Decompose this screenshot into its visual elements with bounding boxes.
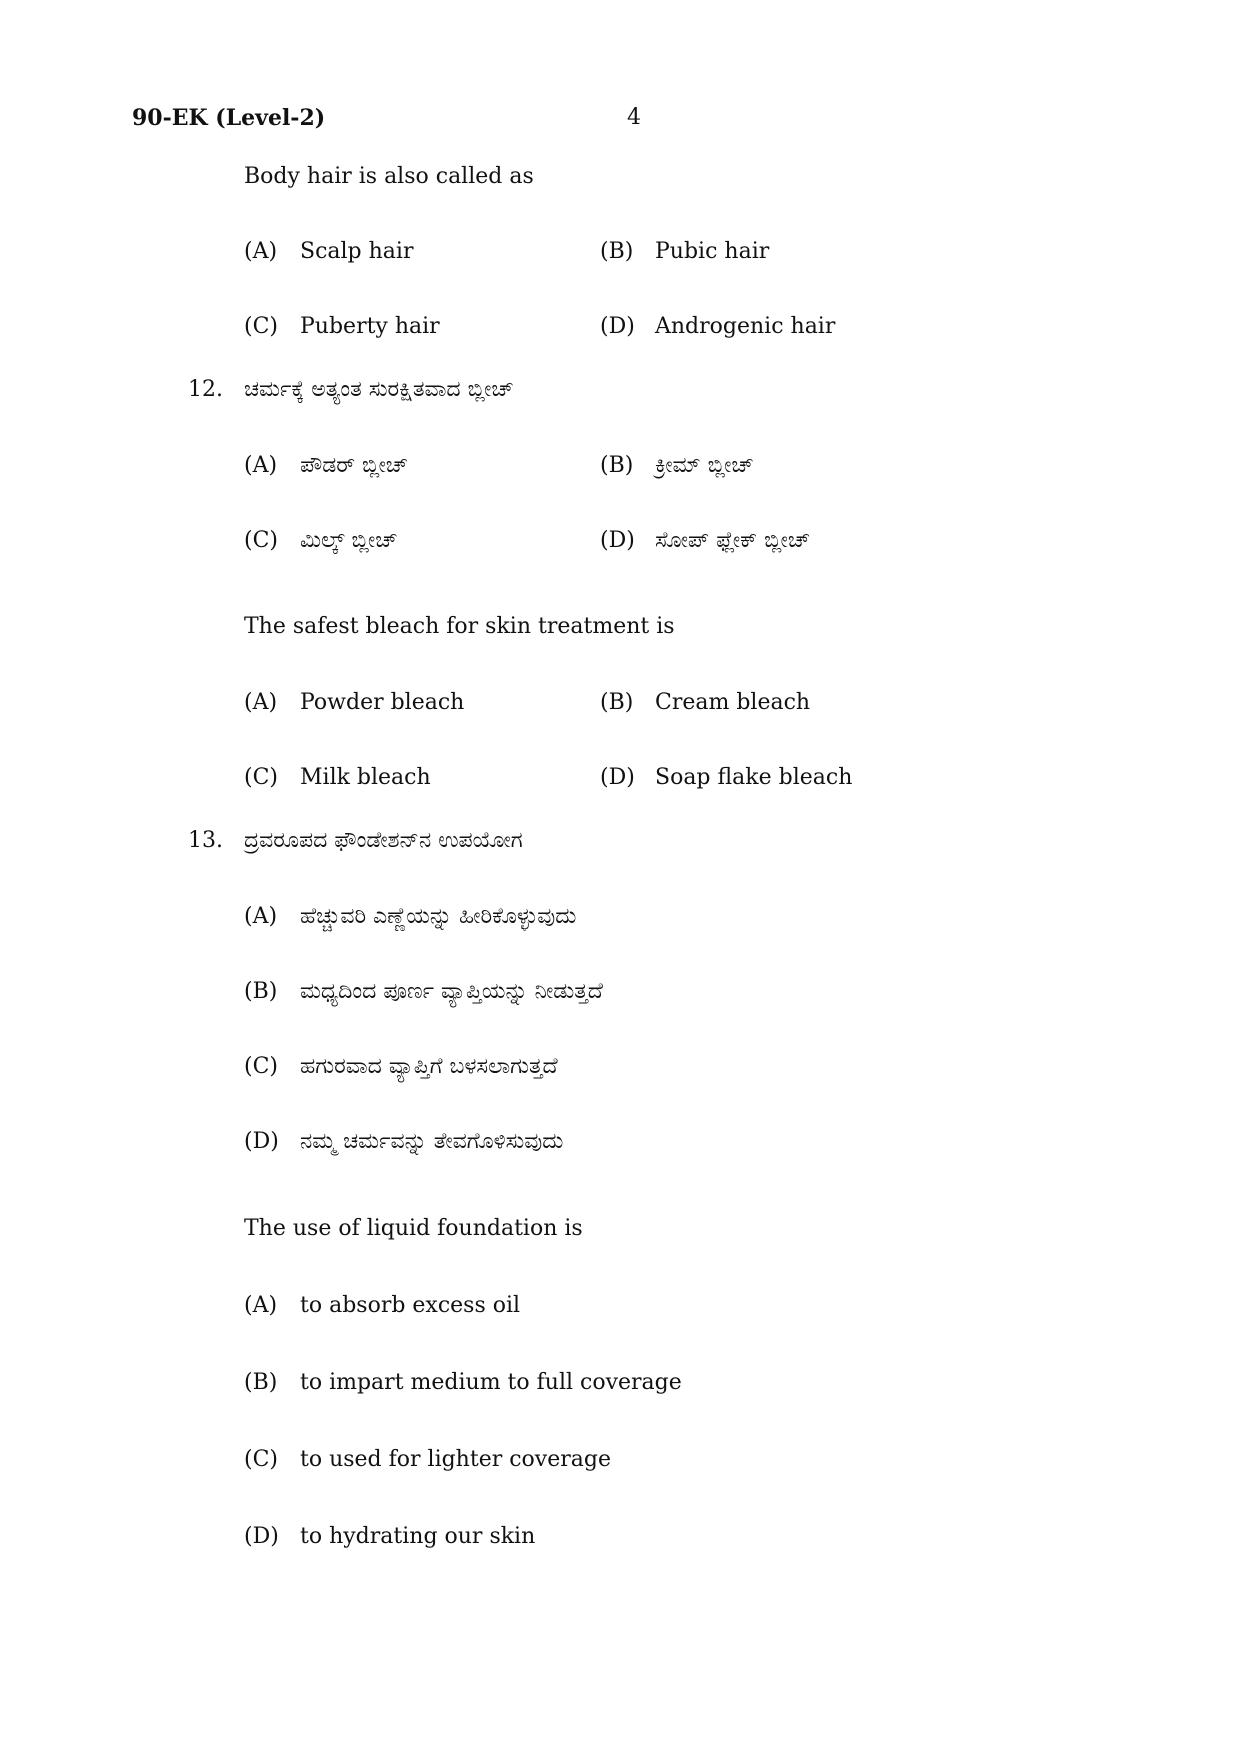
- q13-en-option-c-text: to used for lighter coverage: [300, 1447, 611, 1472]
- q12-kn-option-c-label: (C): [244, 528, 278, 553]
- q13-kn-option-a-label: (A): [244, 904, 278, 929]
- q12-kn-option-b-text: ಕ್ರೀಮ್ ಬ್ಲೀಚ್: [655, 453, 754, 478]
- q11-en-option-c-label: (C): [244, 314, 278, 339]
- q13-kn-option-d-text: ನಮ್ಮ ಚರ್ಮವನ್ನು ತೇವಗೊಳಿಸುವುದು: [300, 1129, 564, 1154]
- q13-en-option-a-text: to absorb excess oil: [300, 1293, 521, 1318]
- q13-en-option-b-label: (B): [244, 1370, 278, 1395]
- q11-en-option-c-text: Puberty hair: [300, 314, 440, 339]
- q13-en-option-a-label: (A): [244, 1293, 278, 1318]
- q13-en-option-d-label: (D): [244, 1524, 279, 1549]
- q12-kn-option-d-text: ಸೋಪ್ ಫ್ಲೇಕ್ ಬ್ಲೀಚ್: [655, 528, 811, 553]
- q12-en-option-d-text: Soap flake bleach: [655, 765, 853, 790]
- q12-en-option-a-label: (A): [244, 690, 278, 715]
- q11-en-option-a-text: Scalp hair: [300, 239, 414, 264]
- q13-kn-stem: ದ್ರವರೂಪದ ಫೌಂಡೇಶನ್‌ನ ಉಪಯೋಗ: [244, 828, 523, 853]
- q11-en-option-d-label: (D): [600, 314, 635, 339]
- q11-en-option-d-text: Androgenic hair: [655, 314, 836, 339]
- q12-en-option-c-label: (C): [244, 765, 278, 790]
- q12-kn-option-a-label: (A): [244, 453, 278, 478]
- q13-kn-option-b-text: ಮಧ್ಯದಿಂದ ಪೂರ್ಣ ವ್ಯಾಪ್ತಿಯನ್ನು ನೀಡುತ್ತದೆ: [300, 979, 603, 1004]
- q12-number: 12.: [188, 377, 223, 402]
- page-number: 4: [627, 105, 641, 130]
- q12-kn-option-c-text: ಮಿಲ್ಕ್ ಬ್ಲೀಚ್: [300, 528, 398, 553]
- q12-kn-option-d-label: (D): [600, 528, 635, 553]
- q12-en-option-b-label: (B): [600, 690, 634, 715]
- q12-kn-stem: ಚರ್ಮಕ್ಕೆ ಅತ್ಯಂತ ಸುರಕ್ಷಿತವಾದ ಬ್ಲೀಚ್: [244, 377, 514, 402]
- q12-kn-option-a-text: ಪೌಡರ್ ಬ್ಲೀಚ್: [300, 453, 408, 478]
- q11-en-option-b-label: (B): [600, 239, 634, 264]
- q13-kn-option-c-text: ಹಗುರವಾದ ವ್ಯಾಪ್ತಿಗೆ ಬಳಸಲಾಗುತ್ತದೆ: [300, 1054, 558, 1079]
- paper-code: 90-EK (Level-2): [132, 105, 326, 131]
- q12-en-option-a-text: Powder bleach: [300, 690, 465, 715]
- q13-kn-option-c-label: (C): [244, 1054, 278, 1079]
- q13-en-option-b-text: to impart medium to full coverage: [300, 1370, 682, 1395]
- q12-en-option-d-label: (D): [600, 765, 635, 790]
- q13-en-option-c-label: (C): [244, 1447, 278, 1472]
- q12-en-option-c-text: Milk bleach: [300, 765, 431, 790]
- q13-number: 13.: [188, 828, 223, 853]
- q11-en-stem: Body hair is also called as: [244, 164, 534, 189]
- q12-en-stem: The safest bleach for skin treatment is: [244, 614, 675, 639]
- q13-kn-option-b-label: (B): [244, 979, 278, 1004]
- q13-en-option-d-text: to hydrating our skin: [300, 1524, 536, 1549]
- q13-en-stem: The use of liquid foundation is: [244, 1216, 583, 1241]
- q12-kn-option-b-label: (B): [600, 453, 634, 478]
- q13-kn-option-a-text: ಹೆಚ್ಚುವರಿ ಎಣ್ಣೆಯನ್ನು ಹೀರಿಕೊಳ್ಳುವುದು: [300, 904, 577, 929]
- q11-en-option-b-text: Pubic hair: [655, 239, 770, 264]
- q13-kn-option-d-label: (D): [244, 1129, 279, 1154]
- q12-en-option-b-text: Cream bleach: [655, 690, 811, 715]
- q11-en-option-a-label: (A): [244, 239, 278, 264]
